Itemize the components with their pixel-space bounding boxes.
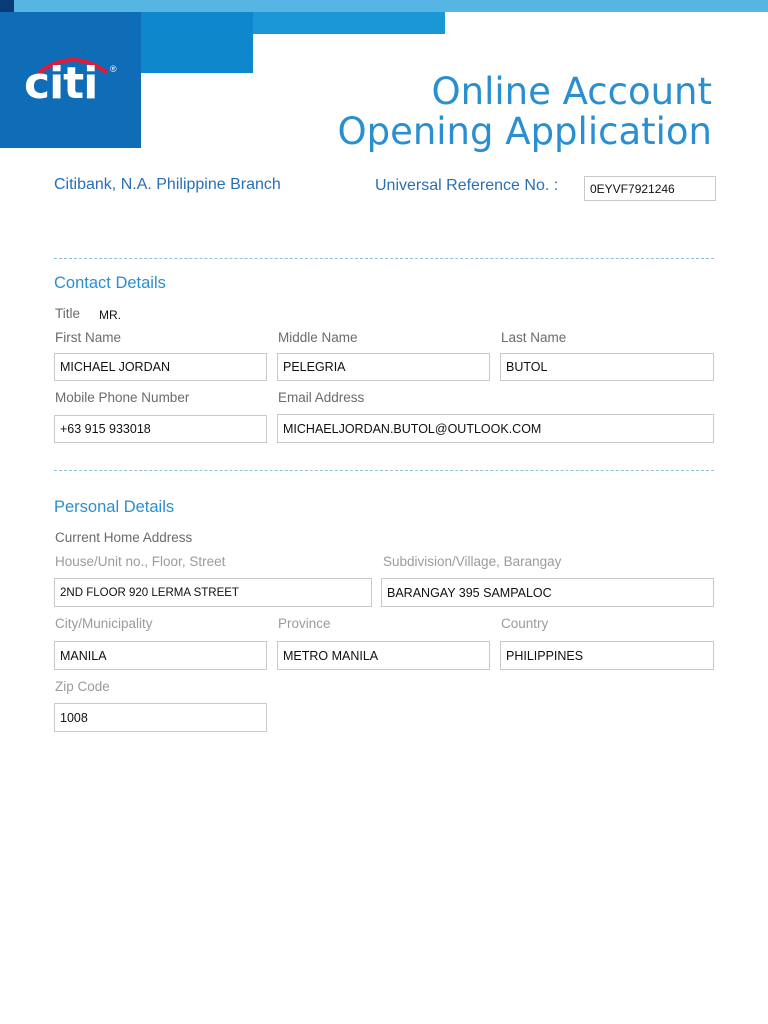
logo-registered-mark: ® [110,64,117,74]
middle-name-field[interactable]: PELEGRIA [277,353,490,381]
header-band-accent [253,12,445,34]
mobile-phone-field[interactable]: +63 915 933018 [54,415,267,443]
current-home-address-label: Current Home Address [55,530,193,545]
zip-code-label: Zip Code [55,679,110,694]
header-band-medium [140,12,253,73]
city-label: City/Municipality [55,616,153,631]
section-divider [54,470,714,471]
subdivision-field[interactable]: BARANGAY 395 SAMPALOC [381,578,714,607]
first-name-label: First Name [55,330,122,345]
title-line-2: Opening Application [337,110,712,153]
country-field[interactable]: PHILIPPINES [500,641,714,670]
title-value: MR. [99,308,121,322]
city-field[interactable]: MANILA [54,641,267,670]
last-name-label: Last Name [501,330,567,345]
province-label: Province [278,616,331,631]
zip-code-field[interactable]: 1008 [54,703,267,732]
title-line-1: Online Account [431,70,712,113]
contact-details-heading: Contact Details [54,274,166,292]
house-field[interactable]: 2ND FLOOR 920 LERMA STREET [54,578,372,607]
email-field[interactable]: MICHAELJORDAN.BUTOL@OUTLOOK.COM [277,414,714,443]
email-label: Email Address [278,390,365,405]
branch-name: Citibank, N.A. Philippine Branch [54,176,281,193]
last-name-field[interactable]: BUTOL [500,353,714,381]
title-label: Title [55,306,81,321]
subdivision-label: Subdivision/Village, Barangay [383,554,562,569]
house-label: House/Unit no., Floor, Street [55,554,226,569]
reference-label: Universal Reference No. : [375,177,559,194]
mobile-phone-label: Mobile Phone Number [55,390,190,405]
personal-details-heading: Personal Details [54,498,175,516]
middle-name-label: Middle Name [278,330,358,345]
reference-number-field[interactable]: 0EYVF7921246 [584,176,716,201]
province-field[interactable]: METRO MANILA [277,641,490,670]
page-title [337,72,712,152]
section-divider [54,258,714,259]
header-band-dark [0,0,14,12]
logo-wordmark: citi [24,58,98,109]
country-label: Country [501,616,549,631]
first-name-field[interactable]: MICHAEL JORDAN [54,353,267,381]
header-band-light [0,0,768,12]
